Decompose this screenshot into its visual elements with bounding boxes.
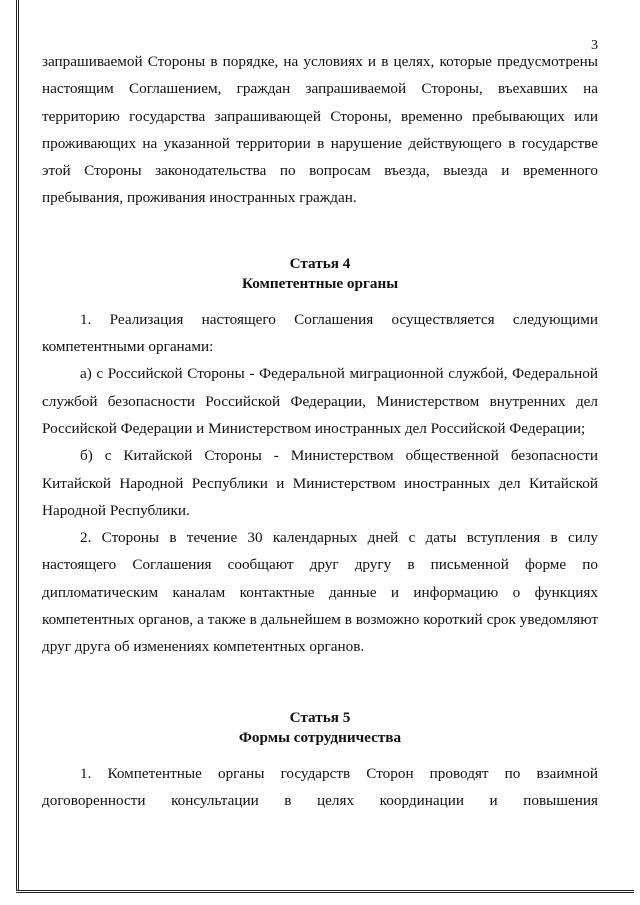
page-frame-bottom	[16, 890, 634, 893]
article-4-paragraph-b: б) с Китайской Стороны - Министерством общественной безопасности Китайской Народной Республики и Министерством иностранных дел Китайской Народной Республики.	[42, 447, 598, 519]
page-frame-left	[16, 0, 19, 891]
article-4-heading	[42, 254, 598, 294]
article-5-paragraph-1: 1. Компетентные органы государств Сторон проводят по взаимной договоренности консультации в целях координации и повышения	[42, 764, 598, 809]
article-4-paragraph-a: а) с Российской Стороны - Федеральной миграционной службой, Федеральной службой безопасности Российской Федерации, Министерством внутренних дел Российской Федерации и Министерством иностранных дел Российской Федерации;	[42, 365, 598, 437]
article-5-heading	[42, 708, 598, 748]
intro-paragraph: запрашиваемой Стороны в порядке, на условиях и в целях, которые предусмотрены настоящим Соглашением, граждан запрашиваемой Стороны, въехавших на территорию государства запрашивающей Стороны, временно пребывающих или проживающих на указанной территории в нарушение действующего в государстве этой Стороны законодательства по вопросам въезда, выезда и временного пребывания, проживания иностранных граждан.	[42, 53, 598, 207]
page-number: 3	[591, 38, 598, 53]
article-4-paragraph-2: 2. Стороны в течение 30 календарных дней с даты вступления в силу настоящего Соглашения сообщают друг другу в письменной форме по дипломатическим каналам контактные данные и информацию о функциях компетентных органов, а также в дальнейшем в возможно короткий срок уведомляют друг друга об изменениях компетентных органов.	[42, 529, 598, 656]
article-5-title: Формы сотрудничества	[238, 728, 402, 746]
article-4-paragraph-1: 1. Реализация настоящего Соглашения осуществляется следующими компетентными органами:	[42, 310, 598, 356]
document-body	[42, 48, 598, 814]
article-4-title: Компетентные органы	[241, 274, 399, 292]
article-5-number: Статья 5	[289, 708, 351, 726]
article-4-number: Статья 4	[289, 254, 351, 272]
